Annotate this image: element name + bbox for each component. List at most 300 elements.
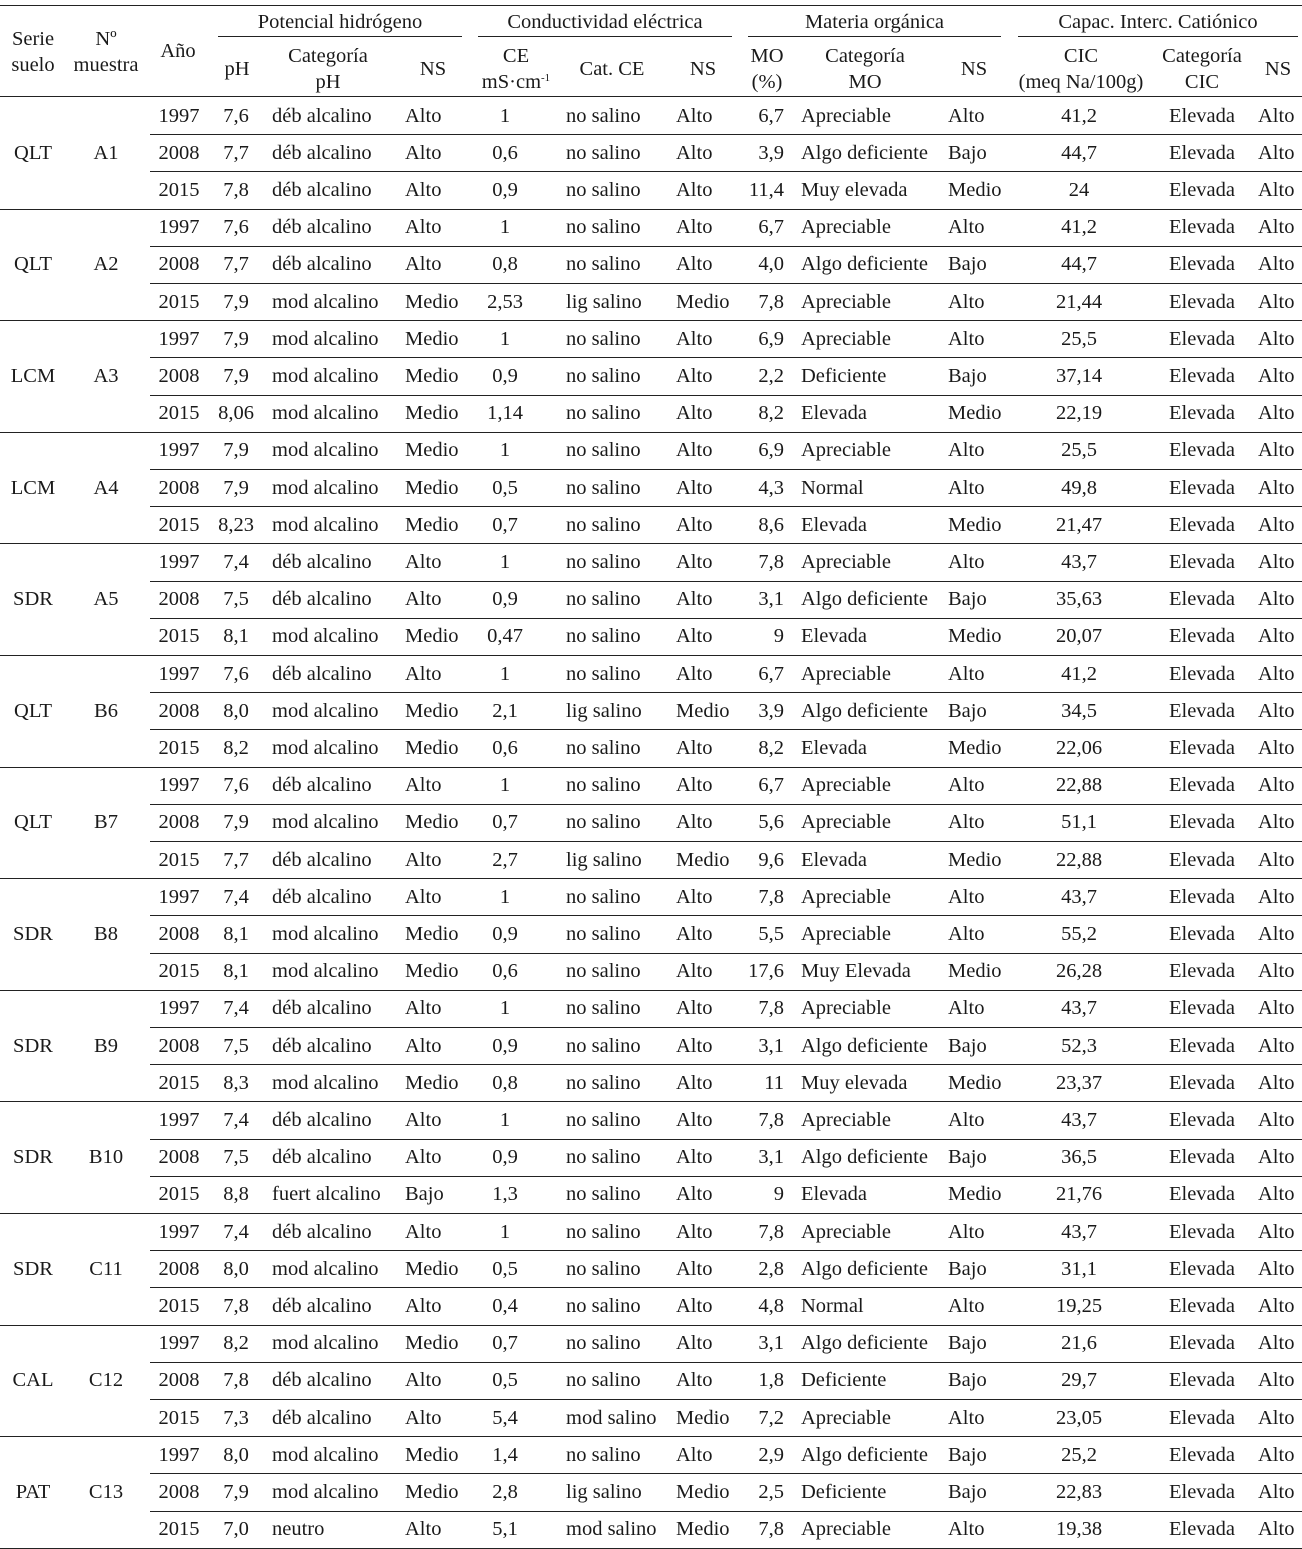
cell-ns-cic: Alto [1258,476,1295,499]
group-header-ce: Conductividad eléctrica [507,11,703,33]
cell-ns-ph: Alto [405,662,442,685]
cell-cic: 23,05 [1055,1406,1103,1429]
group-rule-cic [1018,36,1298,37]
cell-mo: 9 [773,625,784,648]
cell-ns-ph: Medio [405,625,459,648]
cell-ns-ph: Alto [405,1518,442,1541]
cell-anio: 1997 [158,1220,200,1243]
cell-cat-mo: Apreciable [801,774,891,797]
cell-cat-mo: Apreciable [801,1518,891,1541]
cell-serie: CAL [12,1369,54,1392]
cell-ph: 7,9 [223,364,249,387]
cell-cat-mo: Algo deficiente [801,253,928,276]
cell-ph: 8,06 [218,402,254,425]
cell-ns-ph: Medio [405,1332,459,1355]
cell-serie: SDR [13,1034,53,1057]
cell-ns-ce: Alto [676,625,713,648]
cell-anio: 2015 [158,960,200,983]
cell-ns-mo: Bajo [948,1146,987,1169]
cell-ns-ce: Alto [676,216,713,239]
group-rule-ph [218,36,462,37]
row-rule [150,1250,1302,1251]
cell-anio: 2008 [158,364,200,387]
cell-ns-cic: Alto [1258,1034,1295,1057]
cell-ns-mo: Bajo [948,1443,987,1466]
cell-cat-ce: no salino [566,811,641,834]
cell-ns-ph: Medio [405,699,459,722]
cell-cic: 22,19 [1055,402,1103,425]
group-rule [0,209,1302,210]
cell-cat-mo: Apreciable [801,922,891,945]
cell-ns-ce: Alto [676,1257,713,1280]
cell-mo: 8,2 [758,402,784,425]
col-header-muestra-line1: Nº [95,28,117,50]
cell-ns-cic: Alto [1258,178,1295,201]
cell-cat-mo: Elevada [801,1183,868,1206]
cell-ce: 0,7 [492,1332,518,1355]
cell-anio: 2008 [158,1146,200,1169]
cell-cat-ce: no salino [566,439,641,462]
row-rule [150,1139,1302,1140]
cell-ns-cic: Alto [1258,1480,1295,1503]
cell-cic: 43,7 [1061,1108,1097,1131]
cell-cat-cic: Elevada [1168,774,1235,797]
cell-anio: 2015 [158,513,200,536]
cell-cic: 24 [1068,178,1090,201]
cell-ce: 2,53 [487,290,523,313]
cell-ns-ce: Alto [676,1294,713,1317]
cell-anio: 2015 [158,1071,200,1094]
cell-ns-ce: Medio [676,699,730,722]
cell-ph: 7,8 [223,1369,249,1392]
cell-ns-cic: Alto [1258,1406,1295,1429]
group-rule [0,1101,1302,1102]
cell-cat-ph: déb alcalino [272,141,372,164]
group-header-cic: Capac. Interc. Catiónico [1058,11,1258,33]
row-rule [150,1362,1302,1363]
cell-serie: QLT [14,699,52,722]
cell-cic: 23,37 [1055,1071,1103,1094]
cell-mo: 7,8 [758,885,784,908]
cell-ns-ph: Alto [405,216,442,239]
cell-cic: 43,7 [1061,550,1097,573]
cell-serie: SDR [13,588,53,611]
cell-ns-cic: Alto [1258,1518,1295,1541]
cell-cat-mo: Apreciable [801,1108,891,1131]
cell-ns-cic: Alto [1258,736,1295,759]
col-header-ns-mo: NS [960,58,988,80]
cell-ns-mo: Medio [948,513,1002,536]
cell-cat-cic: Elevada [1168,550,1235,573]
cell-anio: 2015 [158,290,200,313]
cell-cat-cic: Elevada [1168,1146,1235,1169]
cell-cat-ce: no salino [566,625,641,648]
cell-cat-ce: no salino [566,1071,641,1094]
cell-ph: 7,6 [223,216,249,239]
col-header-cat-ce: Cat. CE [579,58,645,80]
cell-cat-cic: Elevada [1168,476,1235,499]
cell-anio: 1997 [158,216,200,239]
cell-anio: 1997 [158,327,200,350]
cell-cat-ph: déb alcalino [272,848,372,871]
cell-ns-mo: Alto [948,216,985,239]
cell-ce: 0,9 [492,364,518,387]
col-header-cat-mo-line1: Categoría [825,45,905,67]
cell-anio: 2008 [158,922,200,945]
cell-cat-cic: Elevada [1168,290,1235,313]
cell-ns-mo: Bajo [948,364,987,387]
row-rule [150,953,1302,954]
cell-ph: 8,3 [223,1071,249,1094]
cell-ns-cic: Alto [1258,1183,1295,1206]
cell-ce: 0,9 [492,178,518,201]
cell-ns-cic: Alto [1258,662,1295,685]
cell-ns-mo: Alto [948,476,985,499]
cell-ph: 8,0 [223,699,249,722]
cell-ns-cic: Alto [1258,216,1295,239]
cell-ns-mo: Bajo [948,1480,987,1503]
cell-ns-cic: Alto [1258,290,1295,313]
cell-ce: 1 [499,104,511,127]
row-rule [150,506,1302,507]
cell-cat-mo: Elevada [801,736,868,759]
cell-mo: 2,8 [758,1257,784,1280]
row-rule [150,1027,1302,1028]
cell-mo: 3,1 [758,1146,784,1169]
cell-cat-cic: Elevada [1168,1294,1235,1317]
cell-cat-cic: Elevada [1168,1183,1235,1206]
cell-ns-ce: Alto [676,1146,713,1169]
cell-cat-ce: lig salino [566,848,642,871]
col-header-ns-ce: NS [689,58,717,80]
cell-ns-ph: Alto [405,141,442,164]
cell-ns-cic: Alto [1258,141,1295,164]
cell-ph: 8,0 [223,1443,249,1466]
cell-muestra: A4 [93,476,119,499]
cell-ns-ph: Alto [405,774,442,797]
cell-ns-ph: Medio [405,476,459,499]
cell-ns-ce: Medio [676,1480,730,1503]
cell-ns-mo: Alto [948,327,985,350]
cell-cat-ce: lig salino [566,290,642,313]
cell-ns-cic: Alto [1258,1294,1295,1317]
cell-ns-ce: Alto [676,1034,713,1057]
col-header-anio: Año [160,40,196,62]
cell-ns-ph: Medio [405,811,459,834]
cell-cat-cic: Elevada [1168,625,1235,648]
row-rule [150,804,1302,805]
cell-ns-cic: Alto [1258,1332,1295,1355]
col-header-cat-cic-line1: Categoría [1162,45,1242,67]
row-rule [150,469,1302,470]
cell-ph: 7,6 [223,774,249,797]
cell-mo: 6,7 [758,104,784,127]
cell-ph: 7,4 [223,885,249,908]
cell-cat-ce: no salino [566,178,641,201]
cell-cat-ce: no salino [566,476,641,499]
cell-anio: 1997 [158,774,200,797]
group-rule [0,990,1302,991]
cell-cat-ce: no salino [566,141,641,164]
cell-ns-cic: Alto [1258,1257,1295,1280]
cell-ns-ce: Alto [676,1183,713,1206]
group-rule [0,543,1302,544]
cell-ns-cic: Alto [1258,402,1295,425]
cell-ns-ce: Alto [676,476,713,499]
cell-anio: 1997 [158,1108,200,1131]
cell-ce: 0,8 [492,253,518,276]
cell-anio: 1997 [158,1332,200,1355]
row-rule [150,395,1302,396]
cell-cat-mo: Deficiente [801,364,887,387]
cell-mo: 7,8 [758,550,784,573]
cell-cat-mo: Elevada [801,513,868,536]
cell-ns-ce: Alto [676,513,713,536]
cell-cat-ce: no salino [566,922,641,945]
cell-cat-cic: Elevada [1168,1220,1235,1243]
cell-cat-mo: Algo deficiente [801,1332,928,1355]
cell-anio: 2008 [158,588,200,611]
cell-anio: 2008 [158,699,200,722]
cell-cat-ce: no salino [566,104,641,127]
cell-ph: 7,0 [223,1518,249,1541]
cell-ce: 0,4 [492,1294,518,1317]
cell-cat-cic: Elevada [1168,253,1235,276]
cell-cic: 21,6 [1061,1332,1097,1355]
row-rule [150,134,1302,135]
cell-serie: LCM [10,476,56,499]
cell-cat-ph: déb alcalino [272,1034,372,1057]
cell-ns-mo: Medio [948,625,1002,648]
cell-anio: 2008 [158,811,200,834]
cell-ns-mo: Alto [948,997,985,1020]
cell-mo: 3,9 [758,699,784,722]
cell-ns-ph: Medio [405,1071,459,1094]
cell-cat-ph: déb alcalino [272,1406,372,1429]
row-rule [150,618,1302,619]
cell-ns-ce: Alto [676,1332,713,1355]
cell-ns-ce: Alto [676,774,713,797]
cell-cic: 55,2 [1061,922,1097,945]
group-rule [0,432,1302,433]
cell-cic: 22,88 [1055,774,1103,797]
cell-anio: 2015 [158,1294,200,1317]
cell-cat-ph: déb alcalino [272,216,372,239]
cell-cat-ph: mod alcalino [272,1332,379,1355]
cell-ce: 1 [499,439,511,462]
cell-ns-ce: Alto [676,1369,713,1392]
cell-cic: 22,06 [1055,736,1103,759]
cell-cat-mo: Apreciable [801,439,891,462]
cell-ce: 0,6 [492,736,518,759]
col-header-cat-mo-line2: MO [848,71,882,93]
cell-cat-ph: déb alcalino [272,774,372,797]
cell-ph: 7,9 [223,439,249,462]
cell-ns-cic: Alto [1258,1220,1295,1243]
cell-serie: SDR [13,923,53,945]
cell-ns-ph: Alto [405,1108,442,1131]
ce-unit-exponent: -1 [541,72,551,84]
cell-ce: 1 [499,885,511,908]
cell-ns-cic: Alto [1258,922,1295,945]
cell-ns-ce: Alto [676,364,713,387]
cell-cat-cic: Elevada [1168,216,1235,239]
cell-ns-cic: Alto [1258,625,1295,648]
cell-ce: 0,6 [492,141,518,164]
cell-ph: 7,5 [223,588,249,611]
cell-anio: 2008 [158,476,200,499]
cell-cat-cic: Elevada [1168,699,1235,722]
cell-cic: 31,1 [1061,1257,1097,1280]
cell-ns-mo: Alto [948,1406,985,1429]
cell-ns-mo: Alto [948,1220,985,1243]
cell-cat-mo: Apreciable [801,811,891,834]
cell-mo: 5,6 [758,811,784,834]
cell-anio: 2015 [158,178,200,201]
cell-cat-ph: déb alcalino [272,1220,372,1243]
cell-ns-ph: Alto [405,848,442,871]
cell-cat-cic: Elevada [1168,1369,1235,1392]
cell-cat-cic: Elevada [1168,1257,1235,1280]
cell-cat-ph: mod alcalino [272,625,379,648]
cell-ns-cic: Alto [1258,550,1295,573]
cell-ns-cic: Alto [1258,439,1295,462]
cell-ns-mo: Alto [948,290,985,313]
cell-mo: 7,8 [758,1220,784,1243]
cell-cat-ph: mod alcalino [272,811,379,834]
cell-ns-ce: Alto [676,922,713,945]
cell-cic: 49,8 [1061,476,1097,499]
cell-mo: 5,5 [758,922,784,945]
cell-cat-ph: déb alcalino [272,550,372,573]
cell-ce: 0,9 [492,1034,518,1057]
cell-cat-ph: déb alcalino [272,1146,372,1169]
row-rule [150,1176,1302,1177]
cell-cat-cic: Elevada [1168,1108,1235,1131]
cell-cat-ph: mod alcalino [272,1443,379,1466]
cell-ns-ce: Alto [676,736,713,759]
cell-anio: 2008 [158,1369,200,1392]
cell-cat-mo: Normal [801,1294,864,1317]
cell-cat-ph: déb alcalino [272,1108,372,1131]
cell-ns-mo: Bajo [948,141,987,164]
ce-unit: mS·cm [481,71,542,93]
cell-ce: 1 [499,662,511,685]
cell-cat-ph: mod alcalino [272,1480,379,1503]
cell-mo: 6,7 [758,216,784,239]
cell-cat-ph: mod alcalino [272,1257,379,1280]
cell-ph: 7,4 [223,1220,249,1243]
col-header-cic-line2: (meq Na/100g) [1018,71,1144,93]
cell-ns-cic: Alto [1258,1443,1295,1466]
row-rule [150,246,1302,247]
cell-cic: 41,2 [1061,216,1097,239]
cell-cic: 25,2 [1061,1443,1097,1466]
cell-ns-cic: Alto [1258,811,1295,834]
cell-ce: 1 [499,1220,511,1243]
cell-ns-ce: Alto [676,178,713,201]
cell-ns-ph: Medio [405,1257,459,1280]
cell-anio: 1997 [158,997,200,1020]
cell-ph: 8,1 [223,960,249,983]
cell-ns-ce: Alto [676,141,713,164]
cell-ns-ce: Alto [676,402,713,425]
cell-anio: 1997 [158,1443,200,1466]
cell-mo: 2,9 [758,1443,784,1466]
cell-ns-cic: Alto [1258,960,1295,983]
col-header-cat-ph-line1: Categoría [288,45,368,67]
cell-mo: 7,8 [758,1108,784,1131]
cell-cat-ce: no salino [566,1183,641,1206]
cell-muestra: B7 [94,811,118,834]
cell-cat-mo: Algo deficiente [801,141,928,164]
cell-ph: 7,6 [223,662,249,685]
cell-ns-ph: Medio [405,327,459,350]
group-rule [0,655,1302,656]
cell-ns-ce: Alto [676,997,713,1020]
cell-serie: QLT [14,811,52,834]
cell-mo: 1,8 [758,1369,784,1392]
cell-ph: 7,7 [223,253,249,276]
cell-ph: 8,0 [223,1257,249,1280]
cell-ns-mo: Bajo [948,588,987,611]
cell-cat-mo: Apreciable [801,216,891,239]
row-rule [150,283,1302,284]
cell-ph: 7,4 [223,550,249,573]
cell-ns-mo: Medio [948,848,1002,871]
cell-ph: 7,9 [223,290,249,313]
cell-cic: 21,44 [1055,290,1103,313]
cell-ns-ph: Alto [405,1034,442,1057]
cell-ns-ce: Alto [676,811,713,834]
cell-cat-cic: Elevada [1168,997,1235,1020]
cell-ns-ce: Alto [676,662,713,685]
row-rule [150,171,1302,172]
cell-anio: 2015 [158,402,200,425]
cell-cat-ph: neutro [272,1518,325,1541]
cell-ns-cic: Alto [1258,253,1295,276]
cell-cat-cic: Elevada [1168,848,1235,871]
cell-mo: 17,6 [748,960,784,983]
cell-ns-cic: Alto [1258,588,1295,611]
cell-ce: 0,9 [492,588,518,611]
cell-muestra: C11 [89,1257,123,1280]
cell-cic: 41,2 [1061,104,1097,127]
cell-anio: 2008 [158,1480,200,1503]
cell-ns-ph: Alto [405,1369,442,1392]
cell-ns-ce: Alto [676,1071,713,1094]
cell-muestra: B9 [94,1034,118,1057]
cell-ns-ph: Medio [405,290,459,313]
cell-ns-mo: Alto [948,104,985,127]
cell-ns-ph: Alto [405,104,442,127]
cell-ns-mo: Bajo [948,1369,987,1392]
cell-cat-mo: Deficiente [801,1369,887,1392]
cell-cat-cic: Elevada [1168,1332,1235,1355]
cell-cic: 35,63 [1055,588,1103,611]
cell-muestra: C12 [88,1369,124,1392]
cell-cat-mo: Apreciable [801,997,891,1020]
cell-mo: 11,4 [748,178,784,201]
cell-mo: 2,5 [758,1480,784,1503]
cell-ph: 7,4 [223,997,249,1020]
cell-cat-ph: déb alcalino [272,253,372,276]
cell-ce: 0,6 [492,960,518,983]
cell-cat-cic: Elevada [1168,439,1235,462]
cell-anio: 1997 [158,104,200,127]
cell-ce: 1 [499,550,511,573]
cell-ce: 0,9 [492,922,518,945]
